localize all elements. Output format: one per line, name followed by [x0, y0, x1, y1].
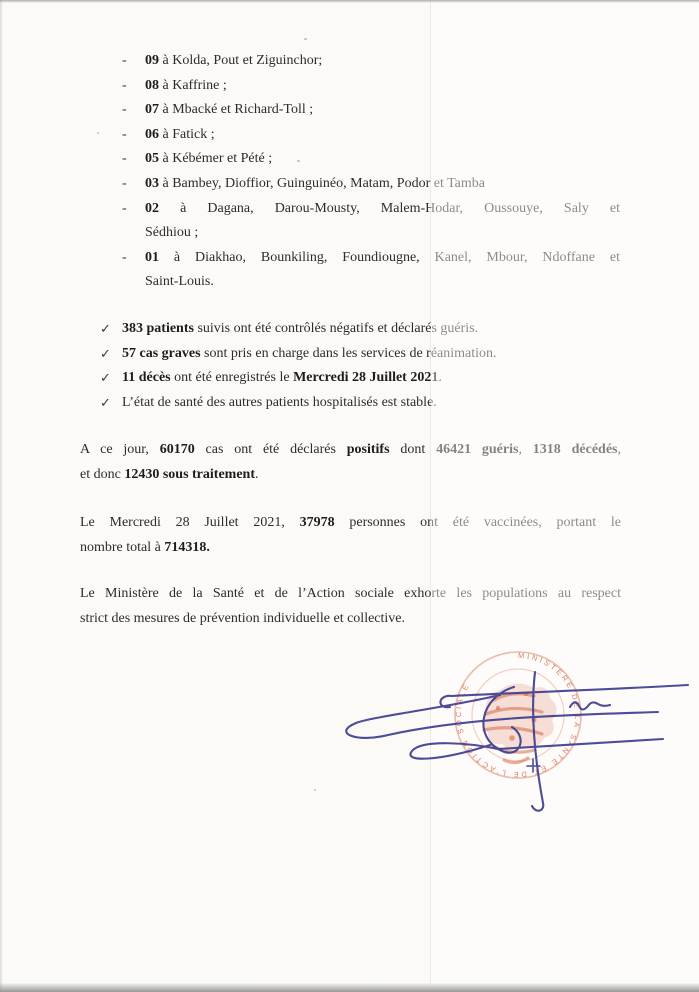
dash-marker: -	[122, 126, 127, 142]
status-bold-date: Mercredi 28 Juillet 2021	[293, 370, 439, 386]
text-run: Le Ministère de la Santé et de l’Action sociale exhorte les populations au respect	[80, 586, 621, 601]
district-names: à Mbacké et Richard-Toll ;	[159, 102, 314, 118]
status-bold: 57 cas graves	[122, 345, 201, 361]
district-names: à Diakhao, Bounkiling, Foundiougne, Kanel, Mbour, Ndoffane et	[159, 249, 620, 265]
text-run: ,	[617, 442, 621, 457]
totals-paragraph	[80, 438, 621, 488]
scan-speck	[314, 789, 316, 791]
signature-stroke-middle	[346, 695, 658, 738]
status-item	[100, 366, 622, 391]
status-bold: 11 décès	[122, 370, 171, 386]
dash-marker: -	[122, 200, 127, 216]
district-names: à Kébémer et Pété ;	[159, 151, 273, 167]
status-item	[100, 391, 622, 416]
district-count-item	[122, 147, 620, 172]
text-run-bold: 1318 décédés	[532, 442, 618, 457]
text-run: A ce jour,	[80, 442, 160, 457]
district-count-item	[122, 49, 620, 74]
vaccination-paragraph	[80, 511, 621, 561]
status-item	[100, 342, 622, 367]
page-top-edge	[0, 0, 699, 3]
scan-seam	[430, 0, 431, 984]
text-run-bold: 12430 sous traitement	[124, 466, 255, 482]
district-names-continued: Saint-Louis.	[145, 274, 214, 290]
signature-squiggle	[570, 702, 610, 709]
stamp-rim-text: MINISTERE DE LA SANTE ET DE L’ACTION SOCIALE	[453, 650, 583, 780]
text-run-bold: 60170	[159, 442, 195, 457]
district-names: à Dagana, Darou-Mousty, Malem-Hodar, Oussouye, Saly et	[159, 200, 620, 216]
district-count-item	[122, 98, 620, 123]
page-bottom-edge	[0, 983, 699, 992]
district-count-item	[122, 74, 620, 99]
status-item	[100, 317, 622, 342]
district-count-item	[122, 197, 620, 246]
check-marker: ✓	[100, 370, 111, 386]
district-count-list	[122, 49, 620, 295]
text-run: ,	[518, 442, 533, 457]
district-names: à Bambey, Dioffior, Guinguinéo, Matam, Podor et Tamba	[159, 175, 485, 191]
status-text: L’état de santé des autres patients hospitalisés est stable.	[122, 394, 437, 410]
text-run: nombre total à	[80, 539, 165, 555]
district-names-continued: Sédhiou ;	[145, 225, 199, 241]
check-marker: ✓	[100, 345, 111, 361]
dash-marker: -	[122, 77, 127, 93]
district-names: à Kaffrine ;	[159, 77, 227, 93]
district-names: à Kolda, Pout et Ziguinchor;	[159, 53, 323, 68]
text-run-bold: 46421 guéris	[436, 442, 519, 457]
status-text: ont été enregistrés le	[170, 370, 294, 386]
district-count-item	[122, 246, 620, 295]
scan-speck	[297, 160, 300, 162]
text-run: strict des mesures de prévention individuelle et collective.	[80, 610, 406, 626]
status-tail: .	[438, 370, 442, 386]
status-text: sont pris en charge dans les services de réanimation.	[200, 345, 497, 361]
text-run-bold: positifs	[346, 442, 390, 457]
district-count-item	[122, 172, 620, 197]
dash-marker: -	[122, 175, 127, 191]
status-bold: 383 patients	[122, 321, 194, 336]
text-run: Le Mercredi 28 Juillet 2021,	[80, 515, 300, 530]
signature-stroke-top	[440, 685, 688, 707]
dash-marker: -	[122, 102, 127, 118]
check-marker: ✓	[100, 321, 111, 336]
scan-speck	[304, 38, 307, 40]
status-list	[100, 317, 622, 415]
dash-marker: -	[122, 249, 127, 265]
district-count: 08	[145, 77, 159, 93]
district-count: 07	[145, 102, 159, 118]
district-names: à Fatick ;	[159, 126, 215, 142]
district-count: 02	[145, 200, 159, 216]
dash-marker: -	[122, 53, 127, 68]
text-run: et donc	[80, 466, 125, 482]
district-count: 09	[145, 53, 159, 68]
text-run-bold: 37978	[299, 515, 335, 530]
scan-speck	[97, 132, 99, 134]
district-count: 01	[145, 249, 159, 265]
text-run-bold: 714318.	[164, 539, 210, 555]
text-run: dont	[389, 442, 437, 457]
district-count: 06	[145, 126, 159, 142]
check-marker: ✓	[100, 394, 111, 410]
page-left-edge	[0, 0, 3, 992]
text-run: personnes ont été vaccinées, portant le	[334, 515, 622, 530]
text-run: cas ont été déclarés	[194, 442, 347, 457]
dash-marker: -	[122, 151, 127, 167]
district-count: 05	[145, 151, 159, 167]
text-run: .	[254, 466, 259, 482]
signature-ink	[330, 645, 699, 830]
district-count: 03	[145, 175, 159, 191]
district-count-item	[122, 123, 620, 148]
status-text: suivis ont été contrôlés négatifs et déclarés guéris.	[193, 321, 479, 336]
